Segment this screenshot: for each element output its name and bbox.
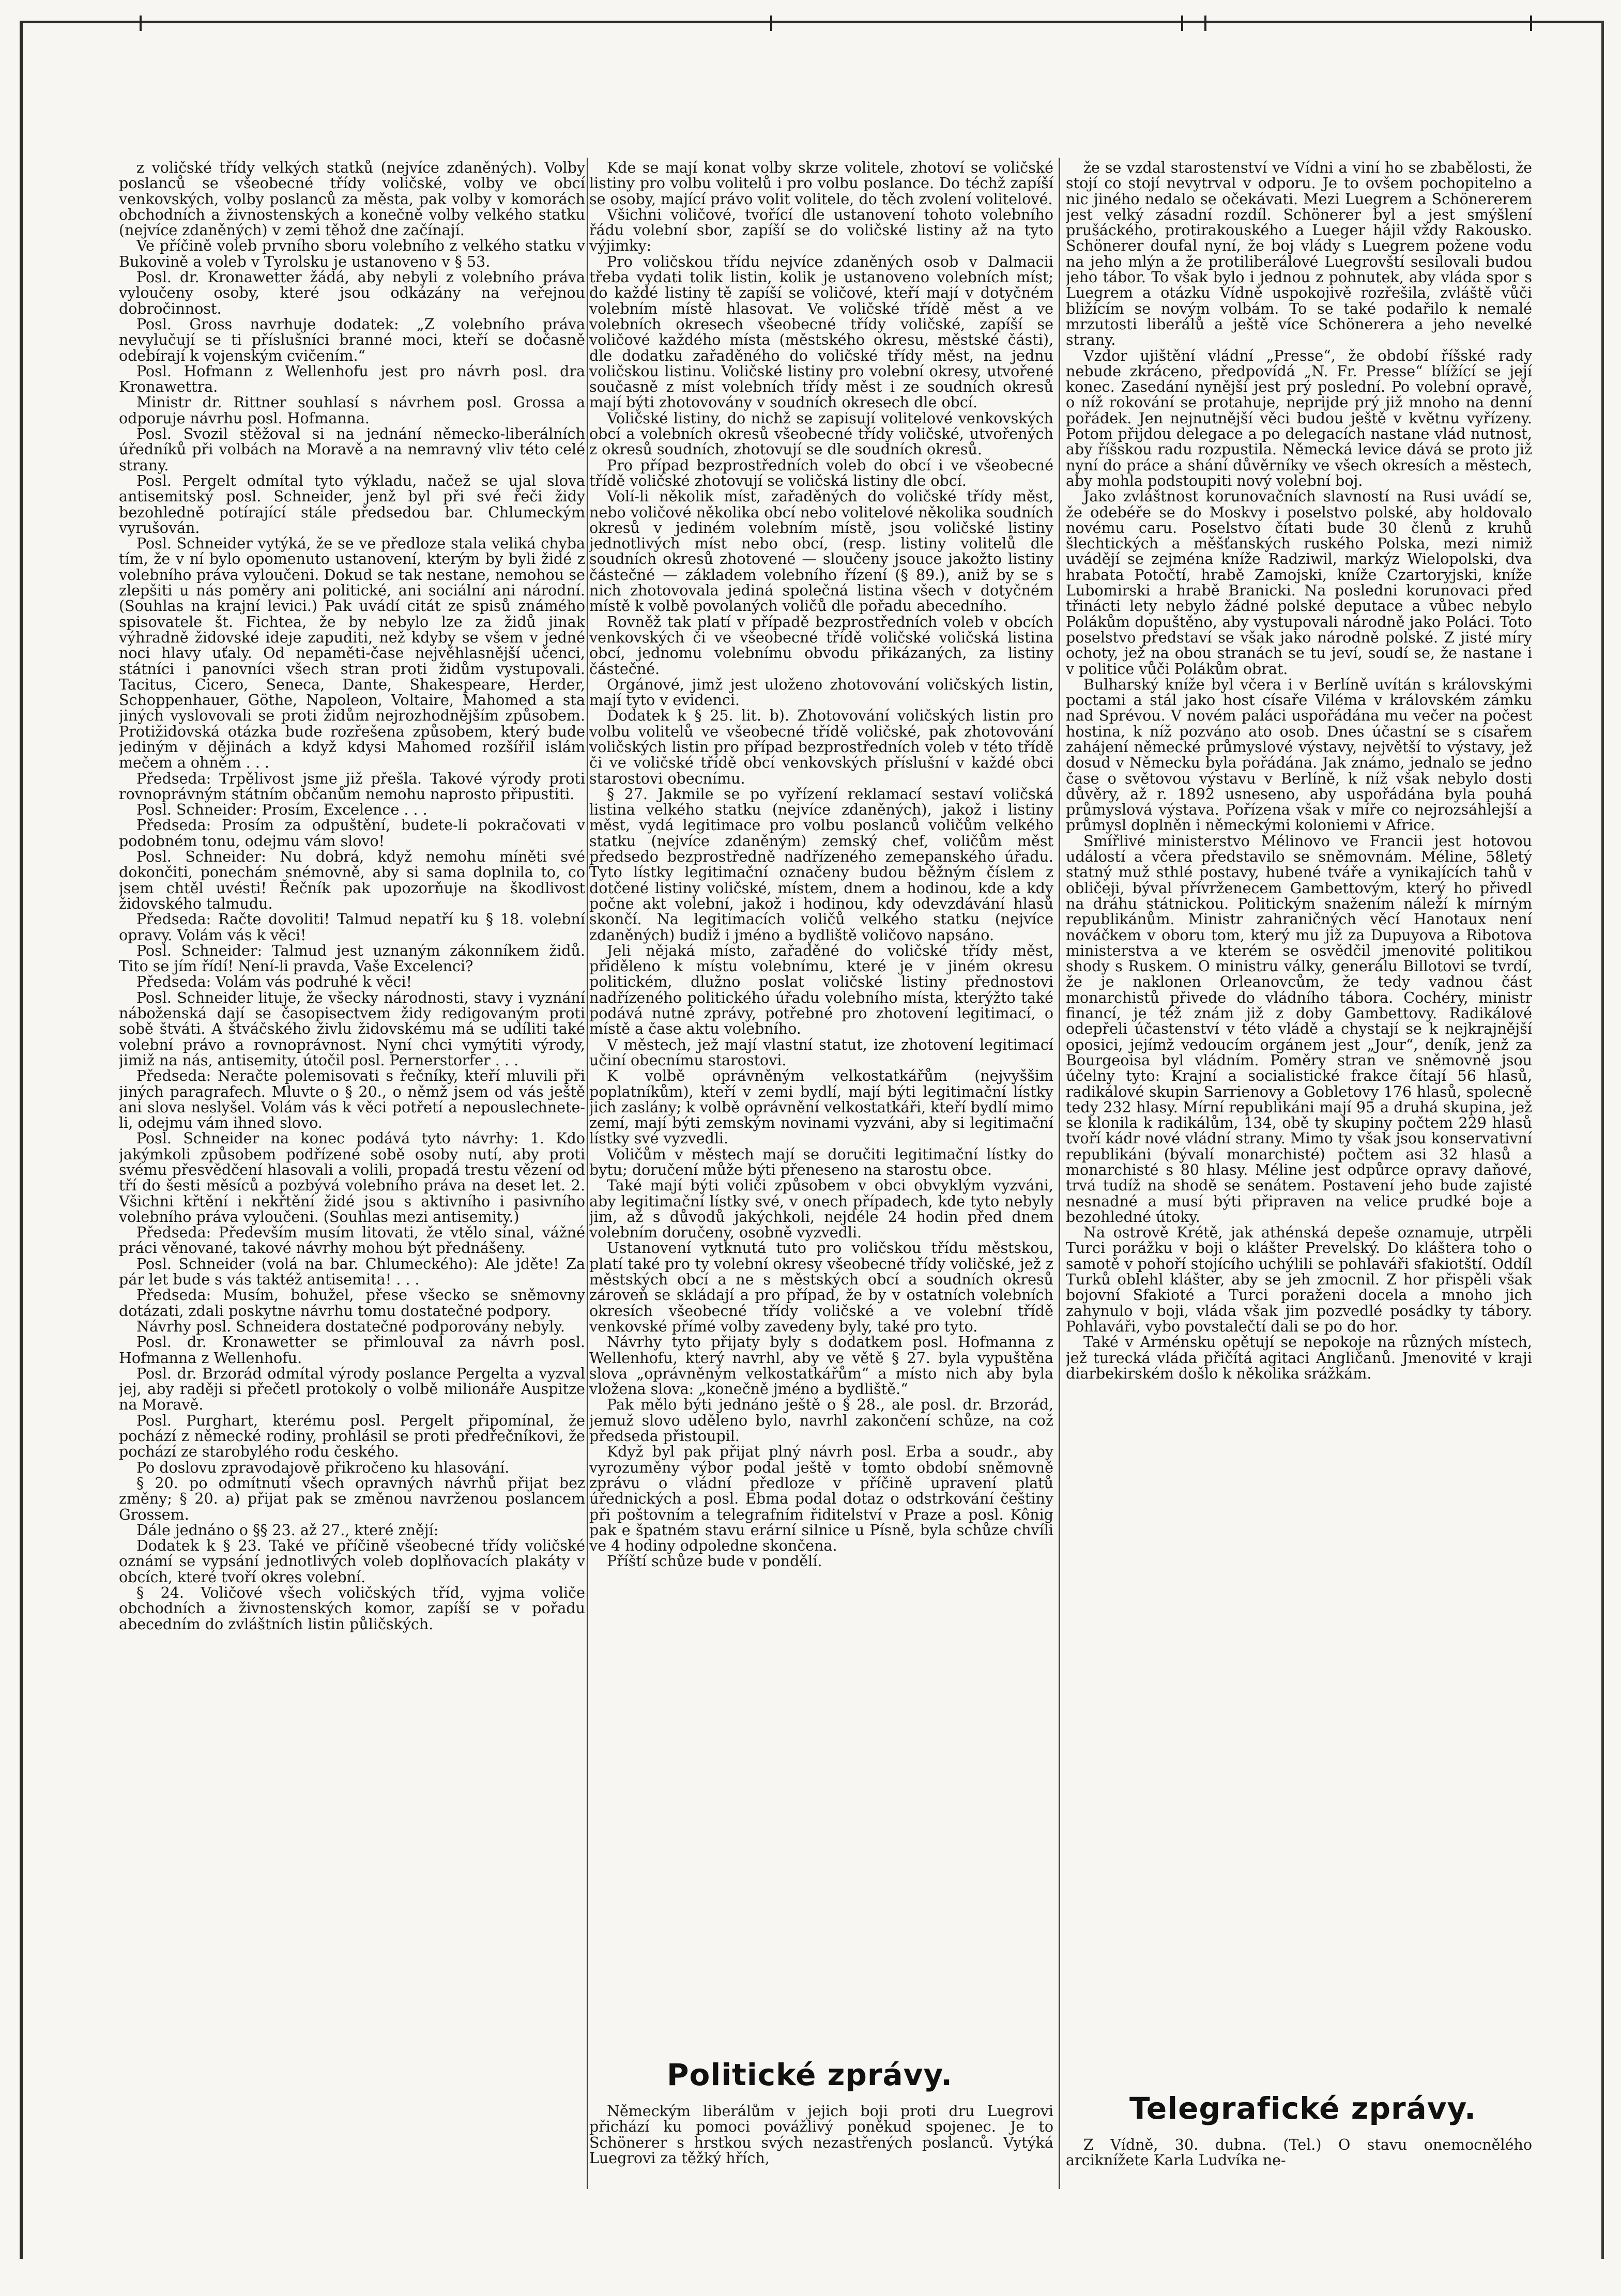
column-2 [589,160,1053,2052]
paragraph: Orgánové, jimž jest uloženo zhotovování voličských listin, mají tyto v evidenci. [589,676,1053,709]
edge-mark [1530,16,1532,31]
paragraph: Volí-li několik míst, zařaděných do voličské třídy měst, nebo voličové několika obcí nebo volitelové několika soudních okresů v jediném volebním místě, jsou voličské listiny jednotlivých míst nebo obcí, (resp. listiny volitelů dle soudních okresů zhotovené — sloučeny jsouce jakožto listiny částečné — základem volebního řízení (§ 89.), aniž by se s nich zhotovovala jediná společná listina všech v dotyčném místě k volbě povolaných voličů dle pořadu abecedního. [589,488,1053,615]
paragraph: V městech, jež mají vlastní statut, ize zhotovení legitimací učiní obecnímu starostovi. [589,1036,1053,1069]
paragraph: Pro případ bezprostředních voleb do obcí i ve všeobecné třídě voličské zhotovují se voličská listiny dle obcí. [589,456,1053,489]
paragraph: Německým liberálům v jejich boji proti dru Luegrovi přichází ku pomoci povážlivý poněkud spojenec. Je to Schönerer s hrstkou svých nezastřených poslanců. Vytýká Luegrovi za těžký hřích, [589,2104,1053,2167]
paragraph: § 20. po odmítnutí všech opravných návrhů přijat bez změny; § 20. a) přijat pak se změnou navrženou poslancem Grossem. [119,1474,585,1523]
paragraph: Bulharský kníže byl včera i v Berlíně uvítán s královskými poctami a stál jako host císaře Viléma v královském zámku nad Sprévou. V novém paláci uspořádána mu večer na počest hostina, k níž pozváno ato osob. Dnes účastní se s císařem zahájení německé průmyslové výstavy, největší to výstavy, jež dosud v Německu byla pořádána. Jak známo, jednalo se jedno čase o světovou výstavu v Berlíně, k níž však nebylo dosti důvěry, až r. 1892 usneseno, aby uspořádána byla pouhá průmyslová výstava. Pořízena však v míře co nejrozsáhlejší a průmysl doplněn i německými koloniemi v Africe. [1066,676,1532,834]
paragraph: Posl. Schneider: Nu dobrá, když nemohu míněti své dokončiti, ponechám snémovně, aby si sama doplnila to, co jsem chtěl uvésti! Řečník pak upozorňuje na škodlivost židovského talmudu. [119,848,585,912]
paragraph: Posl. Schneider lituje, že všecky národnosti, stavy i vyznání náboženská dají se časopisectvem židy redigovaným proti sobě štváti. A štváčského živlu židovskému má se udíliti také volební právo a rovnoprávnost. Nyní chci vymýtiti výrody, jimiž na nás, antisemity, útočil posl. Pernerstorfer . . . [119,989,585,1069]
paragraph: Posl. Schneider: Talmud jest uznaným zákonníkem židů. Tito se jím řídí! Není-li pravda, Vaše Excelenci? [119,942,585,975]
paragraph: Předseda: Račte dovoliti! Talmud nepatří ku § 18. volební opravy. Volám vás k věci! [119,911,585,944]
paragraph: Předseda: Především musím litovati, že vtělo sínal, vážné práci věnované, takové návrhy mohou být přednášeny. [119,1224,585,1257]
column-rule [587,158,588,2189]
edge-mark [140,16,142,31]
paragraph: Dodatek k § 23. Také ve příčině všeobecné třídy voličské oznámí se vypsání jednotlivých voleb doplňovacích plakáty v obcích, které tvoří okres volební. [119,1537,585,1586]
column-rule [1059,158,1060,2189]
paragraph: Všichni voličové, tvořící dle ustanovení tohoto volebního řádu volební sbor, zapíší se do voličské listiny až na tyto výjimky: [589,206,1053,255]
politicke-zpravy-text [589,2104,1053,2171]
paragraph: § 27. Jakmile se po vyřízení reklamací sestaví voličská listina velkého statku (nejvíce zdaněných), jakož i listiny měst, vydá legitimace pro volbu poslanců voličům velkého statku (nejvíce zdaněným) zemský chef, voličům měst předsedo bezprostředně nadřízeného zemepanského úřadu. Tyto lístky legitimační označeny budou běžným číslem z dotčené listiny voličské, místem, dnem a hodinou, kde a kdy počne akt volební, jakož i hodinou, kdy odevzdávání hlasů skončí. Na legitimacích voličů velkého statku (nejvíce zdaněných) budiž i jméno a bydliště voličovo napsáno. [589,785,1053,944]
paragraph: Také mají býti voliči způsobem v obci obvyklým vyzváni, aby legitimační lístky své, v onech případech, kde tyto nebyly jim, až s důvodů jakýchkoli, nejdéle 24 hodin před dnem volebním doručeny, osobně vyzvedli. [589,1177,1053,1242]
paragraph: Na ostrově Krétě, jak athénská depeše oznamuje, utrpěli Turci porážku v boji o klášter Prevelský. Do kláštera toho o samotě v pohoří stojícího uchýlili se pohlaváři sfakiotští. Oddíl Turků oblehl klášter, aby se jeh zmocnil. Z hor přispěli však bojovní Sfakioté a Turci poraženi docela a mnoho jich zahynulo v boji, vláda však jim pozvedlé posádky ty tábory. Pohlaváři, vybo povstalečtí dali se po do hor. [1066,1224,1532,1335]
edge-mark [1181,16,1183,31]
paragraph: Když byl pak přijat plný návrh posl. Erba a soudr., aby vyrozuměny výbor podal ještě v tomto období sněmovně zprávu o vládní předloze v příčině upravení platů úřednických a posl. Ebma podal dotaz o odstrkování češtiny při poštovním a telegrafním řiditelství v Praze a posl. Kônig pak e špatném stavu erární silnice u Písně, byla schůze chvíli ve 4 hodiny odpoledne skončena. [589,1443,1053,1555]
paragraph: Dále jednáno o §§ 23. až 27., které znějí: [136,1521,439,1539]
paragraph: Posl. Hofmann z Wellenhofu jest pro návrh posl. dra Kronawettra. [119,362,585,396]
paragraph: Jeli nějaká místo, zařaděné do voličské třídy měst, přiděleno k místu volebnímu, které je v jiném okresu politickém, dlužno poslat voličské listiny přednostovi nadřízeného politického úřadu volebního místa, kterýžto také podává nutné zprávy, potřebné pro zhotovení legitimací, o místě a čase aktu volebního. [589,942,1053,1038]
paragraph: K volbě oprávněným velkostatkářům (nejvyššim poplatníkům), kteří v zemi bydlí, mají býti legitimační lístky jich zaslány; k volbě oprávnění velkostatkáři, kteří bydlí mimo zemí, mají býti zemským novinami vyzváni, aby si legitimační lístky své vyzvedli. [589,1067,1053,1147]
paragraph: Posl. Svozil stěžoval si na jednání německo-liberálních úředníků při volbách na Moravě a na nemravný vliv této celé strany. [119,425,585,474]
paragraph: Návrhy tyto přijaty byly s dodatkem posl. Hofmanna z Wellenhofu, který navrhl, aby ve větě § 27. byla vypuštěna slova „oprávněným velkostatkářům“ a místo nich aby byla vložena slova: „konečně jméno a bydliště.“ [589,1334,1053,1398]
top-border-line [20,21,1604,23]
paragraph: Předseda: Prosím za odpuštění, budete-li pokračovati v podobném tonu, odejmu vám slovo! [119,817,585,850]
telegraficke-zpravy-text [1066,2137,1532,2173]
left-border-line [20,21,23,2259]
column-3 [1066,160,1532,2088]
paragraph: Posl. Gross navrhuje dodatek: „Z volebního práva nevylučují se ti příslušníci branné moci, kteří se dočasně odebírají k vojenským cvičením.“ [119,315,585,364]
paragraph: Posl. Schneider na konec podává tyto návrhy: 1. Kdo jakýmkoli způsobem podřízené sobě osoby nutí, aby proti svému přesvědčení hlasovali a volili, propadá trestu vězení od tří do šesti měsíců a pozbývá volebního práva na deset let. 2. Všichni křtění i nekřtění židé jsou s aktivního i pasivního volebního práva vyloučeni. (Souhlas mezi antisemity.) [119,1130,585,1226]
paragraph: z voličské třídy velkých statků (nejvíce zdaněných). Volby poslanců se všeobecné třídy voličské, volby ve obcí venkovských, volby poslanců za města, pak volby v komorách obchodních a živnostenských a konečně volby velkého statku (nejvíce zdaněných) v zemi těhož dne začínají. [119,160,585,239]
paragraph: Voličům v městech mají se doručiti legitimační lístky do bytu; doručení může býti přeneseno na starostu obce. [589,1145,1053,1178]
paragraph: že se vzdal starostenství ve Vídni a viní ho se zbabělosti, že stojí co stojí nevytrval v odporu. Je to ovšem pochopitelno a nic jiného nedalo se očekávati. Mezi Luegrem a Schönererem jest velký zásadní rozdíl. Schönerer byl a jest smýšlení prušáckého, protirakouského a Lueger hájil vždy Rakousko. Schönerer doufal nyní, že boj vlády s Luegrem požene vodu na jeho mlýn a že protiliberálové Luegrovští sesilovali budou jeho tábor. To však bylo i jednou z pohnutek, aby vláda spor s Luegrem a otázku Vídně uspokojivě rozřešila, zvláště vůči bližícím se novým volbám. To se také podařilo k nemalé mrzutosti liberálů a ještě více Schönerera a jeho nevelké strany. [1066,160,1532,349]
column-1 [119,160,585,2176]
paragraph: Po doslovu zpravodajově přikročeno ku hlasování. [136,1459,510,1476]
right-border-line [1601,21,1604,2259]
paragraph: Pro voličskou třídu nejvíce zdaněných osob v Dalmacii třeba vydati tolik listin, kolik je ustanoveno volebních míst; do každé listiny tě zapíší se voličové, kteří mají v dotyčném volebním místě hlasovat. Ve voličské třídě měst a ve volebních okresech všeobecné třídy voličské, zapíší se voličové každého místa (městského okresu, městské části), dle dodatku zařaděného do voličské třídy měst, na jednu voličskou listinu. Voličské listiny pro volební okresy, utvořené současně z míst volebních třídy měst i ze soudních okresů mají býti zhotovovány v soudních okresech dle obcí. [589,253,1053,411]
paragraph: Jako zvláštnost korunovačních slavností na Rusi uvádí se, že odebéře se do Moskvy i poselstvo polské, aby holdovalo novému caru. Poselstvo čítati bude 30 členů z kruhů šlechtických a měšťanských ruského Polska, mezi nimiž uvádějí se zejména kníže Radziwil, markýz Wielopolski, dva hrabata Potočtí, hrabě Zamojski, kníže Czartoryjski, kníže Lubomirski a hrabě Branicki. Na posledni korunovaci před třinácti lety nebylo žádné polské deputace a vůbec nebylo Polákům dopuštěno, aby vystupovali národně jako Poláci. Toto poselstvo představí se však jako národně polské. Z jisté míry ochoty, jež na obou stranách se tu jeví, soudí se, že nastane i v politice vůči Polákům obrat. [1066,488,1532,678]
paragraph: Smířlivé ministerstvo Mélinovo ve Francii jest hotovou událostí a včera představilo se sněmovnám. Méline, 58letý statný muž sthlé postavy, hubené tváře a vynikajících tahů v obličeji, býval přívrženecem Gambettovým, který ho přivedl na dráhu státnickou. Politickým snažením náleží k mírným republikánům. Ministr zahraničných věcí Hanotaux není nováčkem v oboru tom, který mu již za Dupuyova a Ribotova ministerstva a ve kterém se osvědčil jmenovité politikou shody s Ruskem. O ministru války, generálu Billotovi se tvrdí, že je naklonen Orleanovcům, že tedy vadnou část monarchistů přivede do vládního tábora. Cochéry, ministr financí, je též znám již z doby Gambettovy. Radikálové odepřeli účastenství v této vládě a chystají se k nejkrajnější oposici, jejímž vedoucím orgánem jest „Jour“, deník, jenž za Bourgeoisa byl vládním. Poměry stran ve sněmovně jsou účelny tyto: Krajní a socialistické frakce čítají 56 hlasů, radikálové skupin Sarrienovy a Gobletovy 176 hlasů, spolecně tedy 232 hlasy. Mírní republikáni mají 95 a druhá skupina, jež se klonila k radikálům, 134, obě ty skupiny počtem 229 hlasů tvoří kádr nové vládní strany. Mimo ty však jsou konservativní republikáni (bývalí monarchisté) počtem asi 32 hlasů a monarchisté s 80 hlasy. Méline jest odpůrce opravy daňové, trvá tudíž na shodě se senátem. Postavení jeho bude zajisté nesnadné a musí býti připraven na velice prudké boje a bezohledné útoky. [1066,832,1532,1226]
paragraph: § 24. Voličové všech voličských tříd, vyjma voliče obchodních a živnostenských komor, zapíší se v pořadu abecedním do zvláštních listin půličských. [119,1584,585,1633]
paragraph: Příští schůze bude v pondělí. [607,1553,822,1570]
section-heading-telegraficke-zpravy: Telegrafické zprávy. [1129,2091,1477,2126]
paragraph: Voličské listiny, do nichž se zapisují volitelové venkovských obcí a volebních okresů všeobecné třídy voličské, utvořených z okresů soudních, zhotovují se dle soudních okresů. [589,409,1053,458]
paragraph: Posl. Purghart, kterému posl. Pergelt připomínal, že pochází z německé rodiny, prohlásil se proti předřečníkovi, že pochází ze starobylého rodu českého. [119,1412,585,1461]
paragraph: Ministr dr. Rittner souhlasí s návrhem posl. Grossa a odporuje návrhu posl. Hofmanna. [119,394,585,427]
paragraph: Předseda: Musím, bohužel, přese všecko se sněmovny dotázati, zdali poskytne návrhu tomu dostatečné podpory. [119,1287,585,1320]
paragraph: Ve příčině voleb prvního sboru volebního z velkého statku v Bukovině a voleb v Tyrolsku je ustanoveno v § 53. [119,237,585,270]
paragraph: Dodatek k § 25. lit. b). Zhotovování voličských listin pro volbu volitelů ve všeobecné třídě voličské, pak zhotovování voličských listin pro případ bezprostředních voleb v této třídě či ve voličské třídě obcí venkovských příslušní v každé obci starostovi obecnímu. [589,707,1053,787]
paragraph: Předseda: Neračte polemisovati s řečníky, kteří mluvili při jiných paragrafech. Mluvte o § 20., o němž jsem od vás ještě ani slova neslyšel. Volám vás k věci potřetí a nepouslechnete-li, odejmu vám ihned slovo. [119,1067,585,1132]
paragraph: Předseda: Trpělivost jsme již přešla. Takové výrody proti rovnoprávným státním občanům nemohu naprosto připustiti. [119,770,585,803]
paragraph: Posl. dr. Brzorád odmítal výrody poslance Pergelta a vyzval jej, aby raději si přečetl protokoly o volbě milionáře Auspitze na Moravě. [119,1365,585,1414]
paragraph: Ustanovení vytknutá tuto pro voličskou třídu městskou, platí také pro ty volební okresy všeobecné třídy voličské, jež z městských obcí a ne s městských obcí a soudních okresů zároveň se skládají a pro případ, že by v ostatních volebních okresích všeobecné třídy voličské a ve volební třídě venkovské přímé volby zavedeny byly, také pro tyto. [589,1239,1053,1335]
paragraph: Rovněž tak platí v případě bezprostředních voleb v obcích venkovských či ve všeobecné třídě voličské voličská listina obcí, jednomu volebnímu obvodu přikázaných, za listiny částečné. [589,613,1053,678]
section-heading-politicke-zpravy: Politické zprávy. [667,2057,953,2092]
paragraph: Předseda: Volám vás podruhé k věci! [136,973,412,991]
paragraph: Vzdor ujištění vládní „Presse“, že období říšské rady nebude zkráceno, předpovídá „N. Fr. Presse“ blížící se její konec. Zasedání nynější jest prý poslední. Po volební opravě, o níž rokování se protahuje, neprijde prý již mnoho na denní pořádek. Jen nejnutnější věci budou ještě v květnu vyřízeny. Potom přijdou delegace a po delegacích nastane vlád nutnost, aby říšskou radu rozpustila. Německá levice dává se proto již nyní do práce a shání důvěrníky ve všech okresích a městech, aby mohla podstoupiti nový volební boj. [1066,347,1532,489]
paragraph: Posl. Pergelt odmítal tyto výkladu, načež se ujal slova antisemitský posl. Schneider, jenž byl při své řeči židy bezohledně potírající stále předsedou bar. Chlumeckým vyrušován. [119,472,585,537]
edge-mark [770,16,772,31]
paragraph: Také v Arménsku opětují se nepokoje na různých místech, jež turecká vláda přičítá agitaci Angličanů. Jmenovité v kraji diarbekirském došlo k několika srážkám. [1066,1334,1532,1382]
paragraph: Kde se mají konat volby skrze volitele, zhotoví se voličské listiny pro volbu volitelů i pro volbu poslance. Do téchž zapíší se osoby, mající právo volit volitele, do těch zvolení volitelové. [589,160,1053,208]
paragraph: Posl. Schneider vytýká, že se ve předloze stala veliká chyba tím, že v ní bylo opomenuto ustanovení, kterým by byli židé z volebního práva vyloučeni. Dokud se tak nestane, nemohou se zlepšiti u nás poměry ani politické, ani sociální ani národní. (Souhlas na krajní levici.) Pak uvádí citát ze spisů známého spisovatele št. Fichtea, že by nebylo lze za židů jinak výhradně židovské ideje zapuditi, než kdyby se všem v jedné noci hlavy uťaly. Od nepaměti-čase nejvěhlasnější učenci, státníci i panovníci všech stran proti židům vystupovali. Tacitus, Cicero, Seneca, Dante, Shakespeare, Herder, Schoppenhauer, Göthe, Napoleon, Voltaire, Mahomed a sta jiných vyslovovali se proti židům nejrozhodnějším způsobem. Protižidovská otázka bude rozřešena způsobem, který bude jediným v dějinách a když kdysi Mahomed rozšířil islám mečem a ohněm . . . [119,535,585,772]
paragraph: Posl. Schneider: Prosím, Excelence . . . [136,801,427,819]
paragraph: Návrhy posl. Schneidera dostatečné podporovány nebyly. [136,1318,565,1335]
paragraph: Z Vídně, 30. dubna. (Tel.) O stavu onemocnělého arciknížete Karla Ludvíka ne- [1066,2137,1532,2169]
edge-mark [1204,16,1206,31]
paragraph: Posl. Schneider (volá na bar. Chlumeckého): Ale jděte! Za pár let bude s vás taktéž antisemita! . . . [119,1255,585,1289]
paragraph: Pak mělo býti jednáno ještě o § 28., ale posl. dr. Brzorád, jemuž slovo uděleno bylo, navrhl zakončení schůze, na což předseda přistoupil. [589,1396,1053,1445]
paragraph: Posl. dr. Kronawetter se přimlouval za návrh posl. Hofmanna z Wellenhofu. [119,1334,585,1367]
paragraph: Posl. dr. Kronawetter žádá, aby nebyli z volebního práva vyloučeny osoby, které jsou odkázány na veřejnou dobročinnost. [119,269,585,317]
